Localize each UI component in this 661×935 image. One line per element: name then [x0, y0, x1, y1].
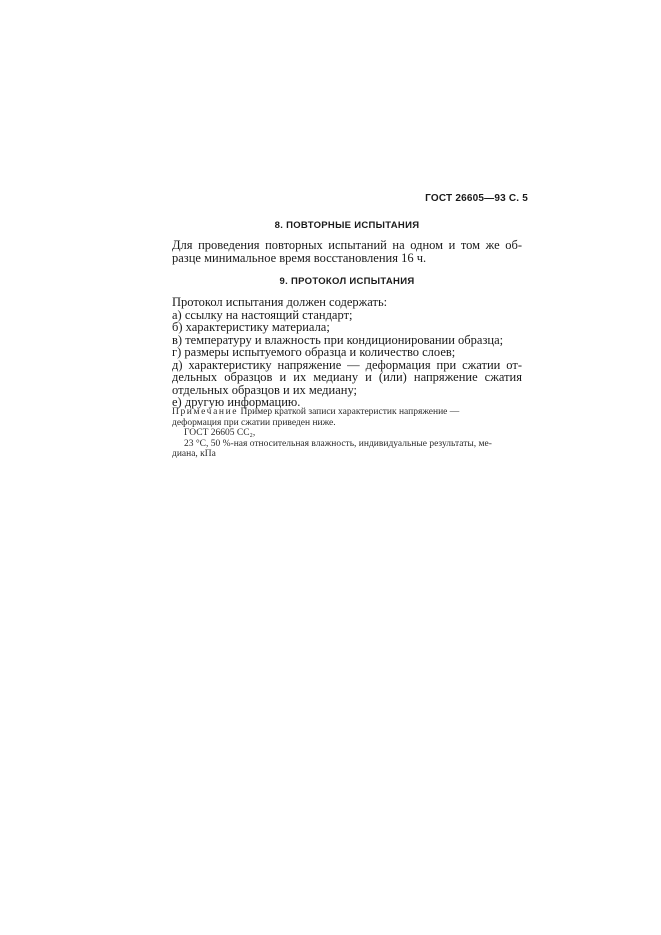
section-9-body	[172, 296, 522, 409]
protocol-item-v: в) температуру и влажность при кондиционировании образца;	[172, 332, 504, 347]
note-block	[172, 407, 522, 460]
note-line-4: 23 °С, 50 %-ная относительная влажность, индивидуальные результаты, ме-	[184, 438, 492, 449]
protocol-intro-line: Протокол испытания должен содержать:	[172, 295, 388, 309]
protocol-item-d-line-3: отдельных образцов и их медиану;	[172, 382, 358, 397]
protocol-item-d-line-1: д) характеристику напряжение — деформация при сжатии от-	[172, 357, 522, 372]
note-label: Примечание	[172, 407, 239, 417]
protocol-item-g: г) размеры испытуемого образца и количество слоев;	[172, 345, 456, 359]
section-8-line-1: Для проведения повторных испытаний на одном и том же об-	[172, 238, 522, 252]
note-line-2: деформация при сжатии приведен ниже.	[172, 417, 336, 428]
note-line-1-text: Пример краткой записи характеристик напряжение —	[238, 407, 460, 417]
page-header-reference: ГОСТ 26605—93 С. 5	[425, 193, 528, 204]
note-line-1	[172, 407, 522, 418]
protocol-item-b: б) характеристику материала;	[172, 320, 330, 334]
section-8-heading: 8. ПОВТОРНЫЕ ИСПЫТАНИЯ	[274, 220, 420, 231]
protocol-item-a: а) ссылку на настоящий стандарт;	[172, 307, 353, 322]
section-8-body	[172, 239, 522, 264]
protocol-item-d-line-2: дельных образцов и их медиану и (или) напряжение сжатия	[172, 370, 522, 384]
section-8-line-2: разце минимальное время восстановления 16 ч.	[172, 250, 427, 265]
section-9-heading: 9. ПРОТОКОЛ ИСПЫТАНИЯ	[279, 276, 415, 287]
protocol-item-e: е) другую информацию.	[172, 395, 301, 409]
note-line-5: диана, кПа	[172, 449, 216, 459]
note-line-3: ГОСТ 26605 СС₂,	[184, 428, 256, 438]
